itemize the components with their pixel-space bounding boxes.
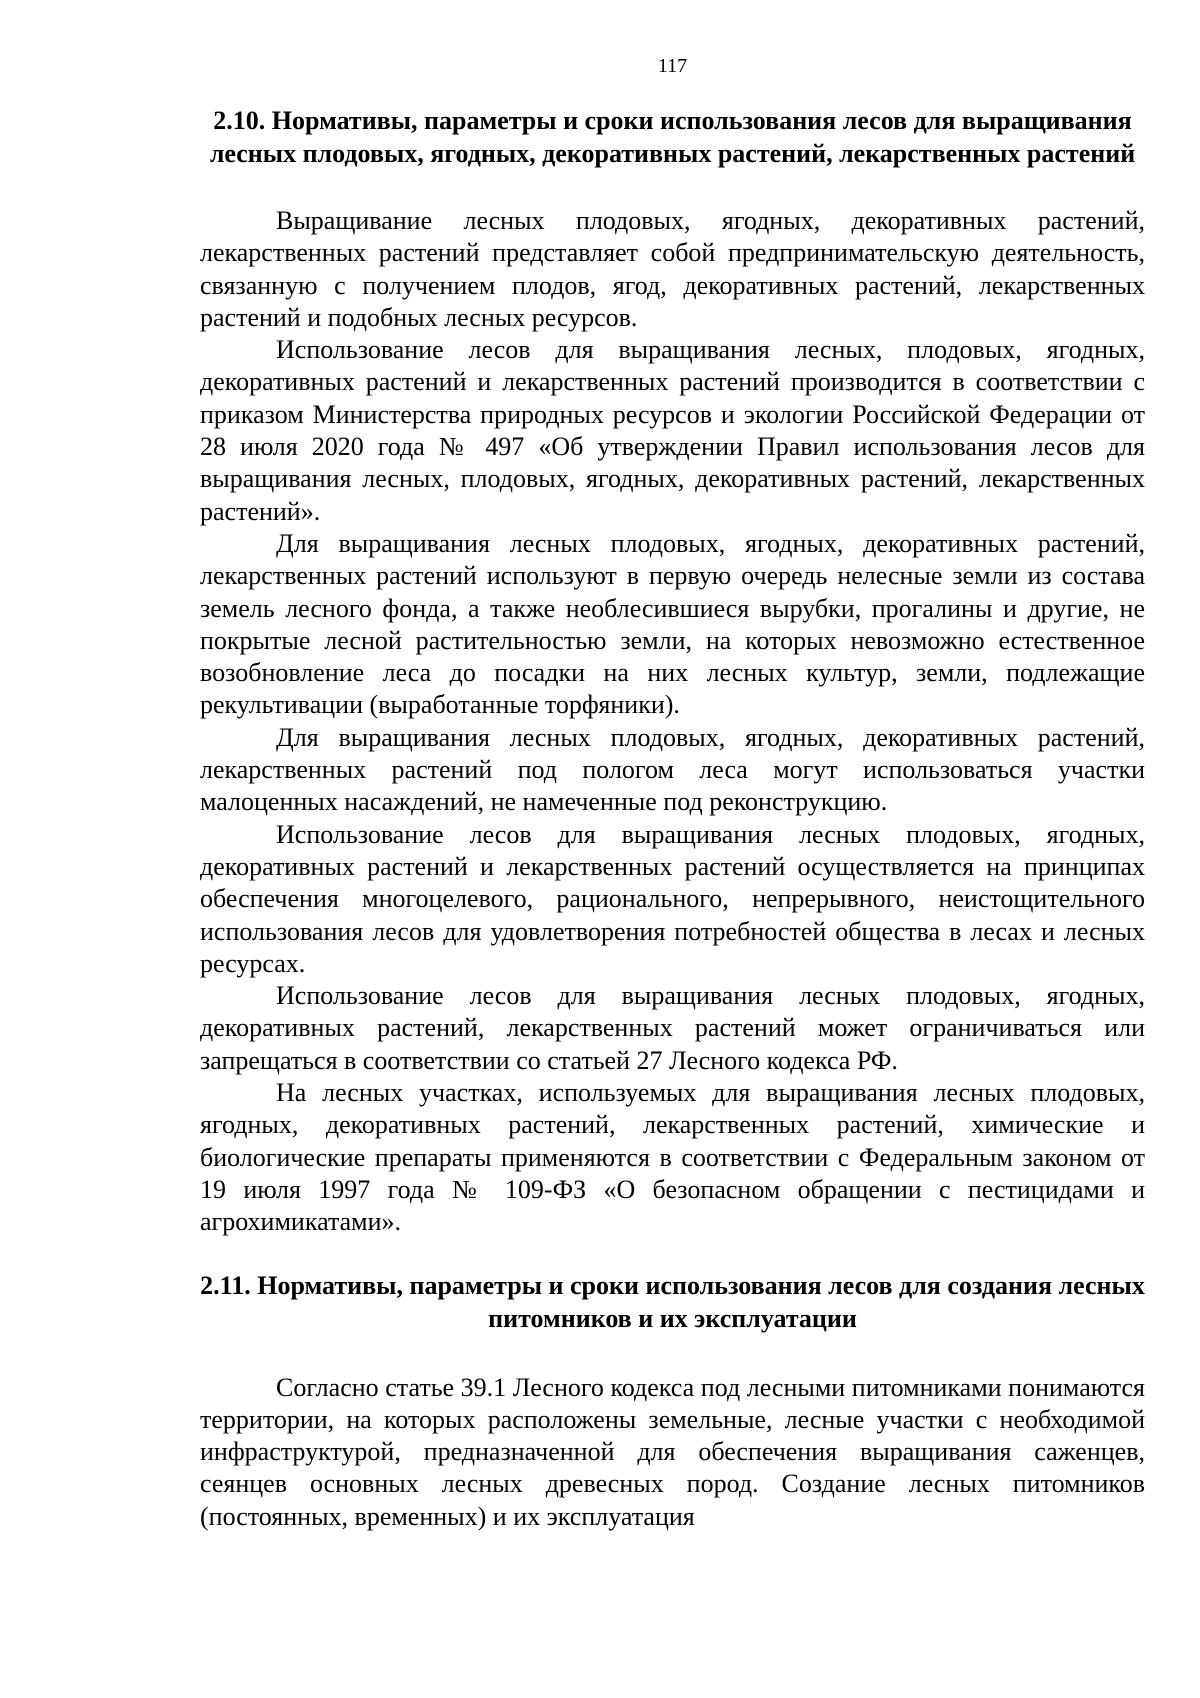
section-title-2-11: 2.11. Нормативы, параметры и сроки использования лесов для создания лесных питомников и их эксплуатации [200,1270,1145,1333]
section-title-2-10: 2.10. Нормативы, параметры и сроки использования лесов для выращивания лесных плодовых, ягодных, декоративных растений, лекарственных растений [209,106,1136,168]
paragraph: Использование лесов для выращивания лесных плодовых, ягодных, декоративных растений и лекарственных растений осуществляется на принципах обеспечения многоцелевого, рационального, непрерывного, неистощительного использования лесов для удовлетворения потребностей общества в лесах и лесных ресурсах. [200,819,1145,978]
section-body-2-11 [200,1372,1145,1533]
page-number: 117 [657,55,688,77]
paragraph: Согласно статье 39.1 Лесного кодекса под лесными питомниками понимаются территории, на которых расположены земельные, лесные участки с необходимой инфраструктурой, предназначенной для обеспечения выращивания саженцев, сеянцев основных лесных древесных пород. Создание лесных питомников (постоянных, временных) и их эксплуатация [200,1372,1145,1531]
section-body-2-10 [200,205,1145,1239]
paragraph: Использование лесов для выращивания лесных, плодовых, ягодных, декоративных растений и лекарственных растений производится в соответствии с приказом Министерства природных ресурсов и экологии Российской Федерации от 28 июля 2020 года № 497 «Об утверждении Правил использования лесов для выращивания лесных, плодовых, ягодных, декоративных растений, лекарственных растений». [200,335,1145,526]
paragraph: Выращивание лесных плодовых, ягодных, декоративных растений, лекарственных растений представляет собой предпринимательскую деятельность, связанную с получением плодов, ягод, декоративных растений, лекарственных растений и подобных лесных ресурсов. [200,206,1145,332]
paragraph: На лесных участках, используемых для выращивания лесных плодовых, ягодных, декоративных растений, лекарственных растений, химические и биологические препараты применяются в соответствии с Федеральным законом от 19 июля 1997 года № 109-ФЗ «О безопасном обращении с пестицидами и агрохимикатами». [200,1078,1145,1237]
paragraph: Использование лесов для выращивания лесных плодовых, ягодных, декоративных растений, лекарственных растений может ограничиваться или запрещаться в соответствии со статьей 27 Лесного кодекса РФ. [200,981,1145,1075]
paragraph: Для выращивания лесных плодовых, ягодных, декоративных растений, лекарственных растений используют в первую очередь нелесные земли из состава земель лесного фонда, а также необлесившиеся вырубки, прогалины и другие, не покрытые лесной растительностью земли, на которых невозможно естественное возобновление леса до посадки на них лесных культур, земли, подлежащие рекультивации (выработанные торфяники). [200,528,1145,720]
document-page [200,52,1145,1533]
paragraph: Для выращивания лесных плодовых, ягодных, декоративных растений, лекарственных растений под пологом леса могут использоваться участки малоценных насаждений, не намеченные под реконструкцию. [200,722,1145,817]
